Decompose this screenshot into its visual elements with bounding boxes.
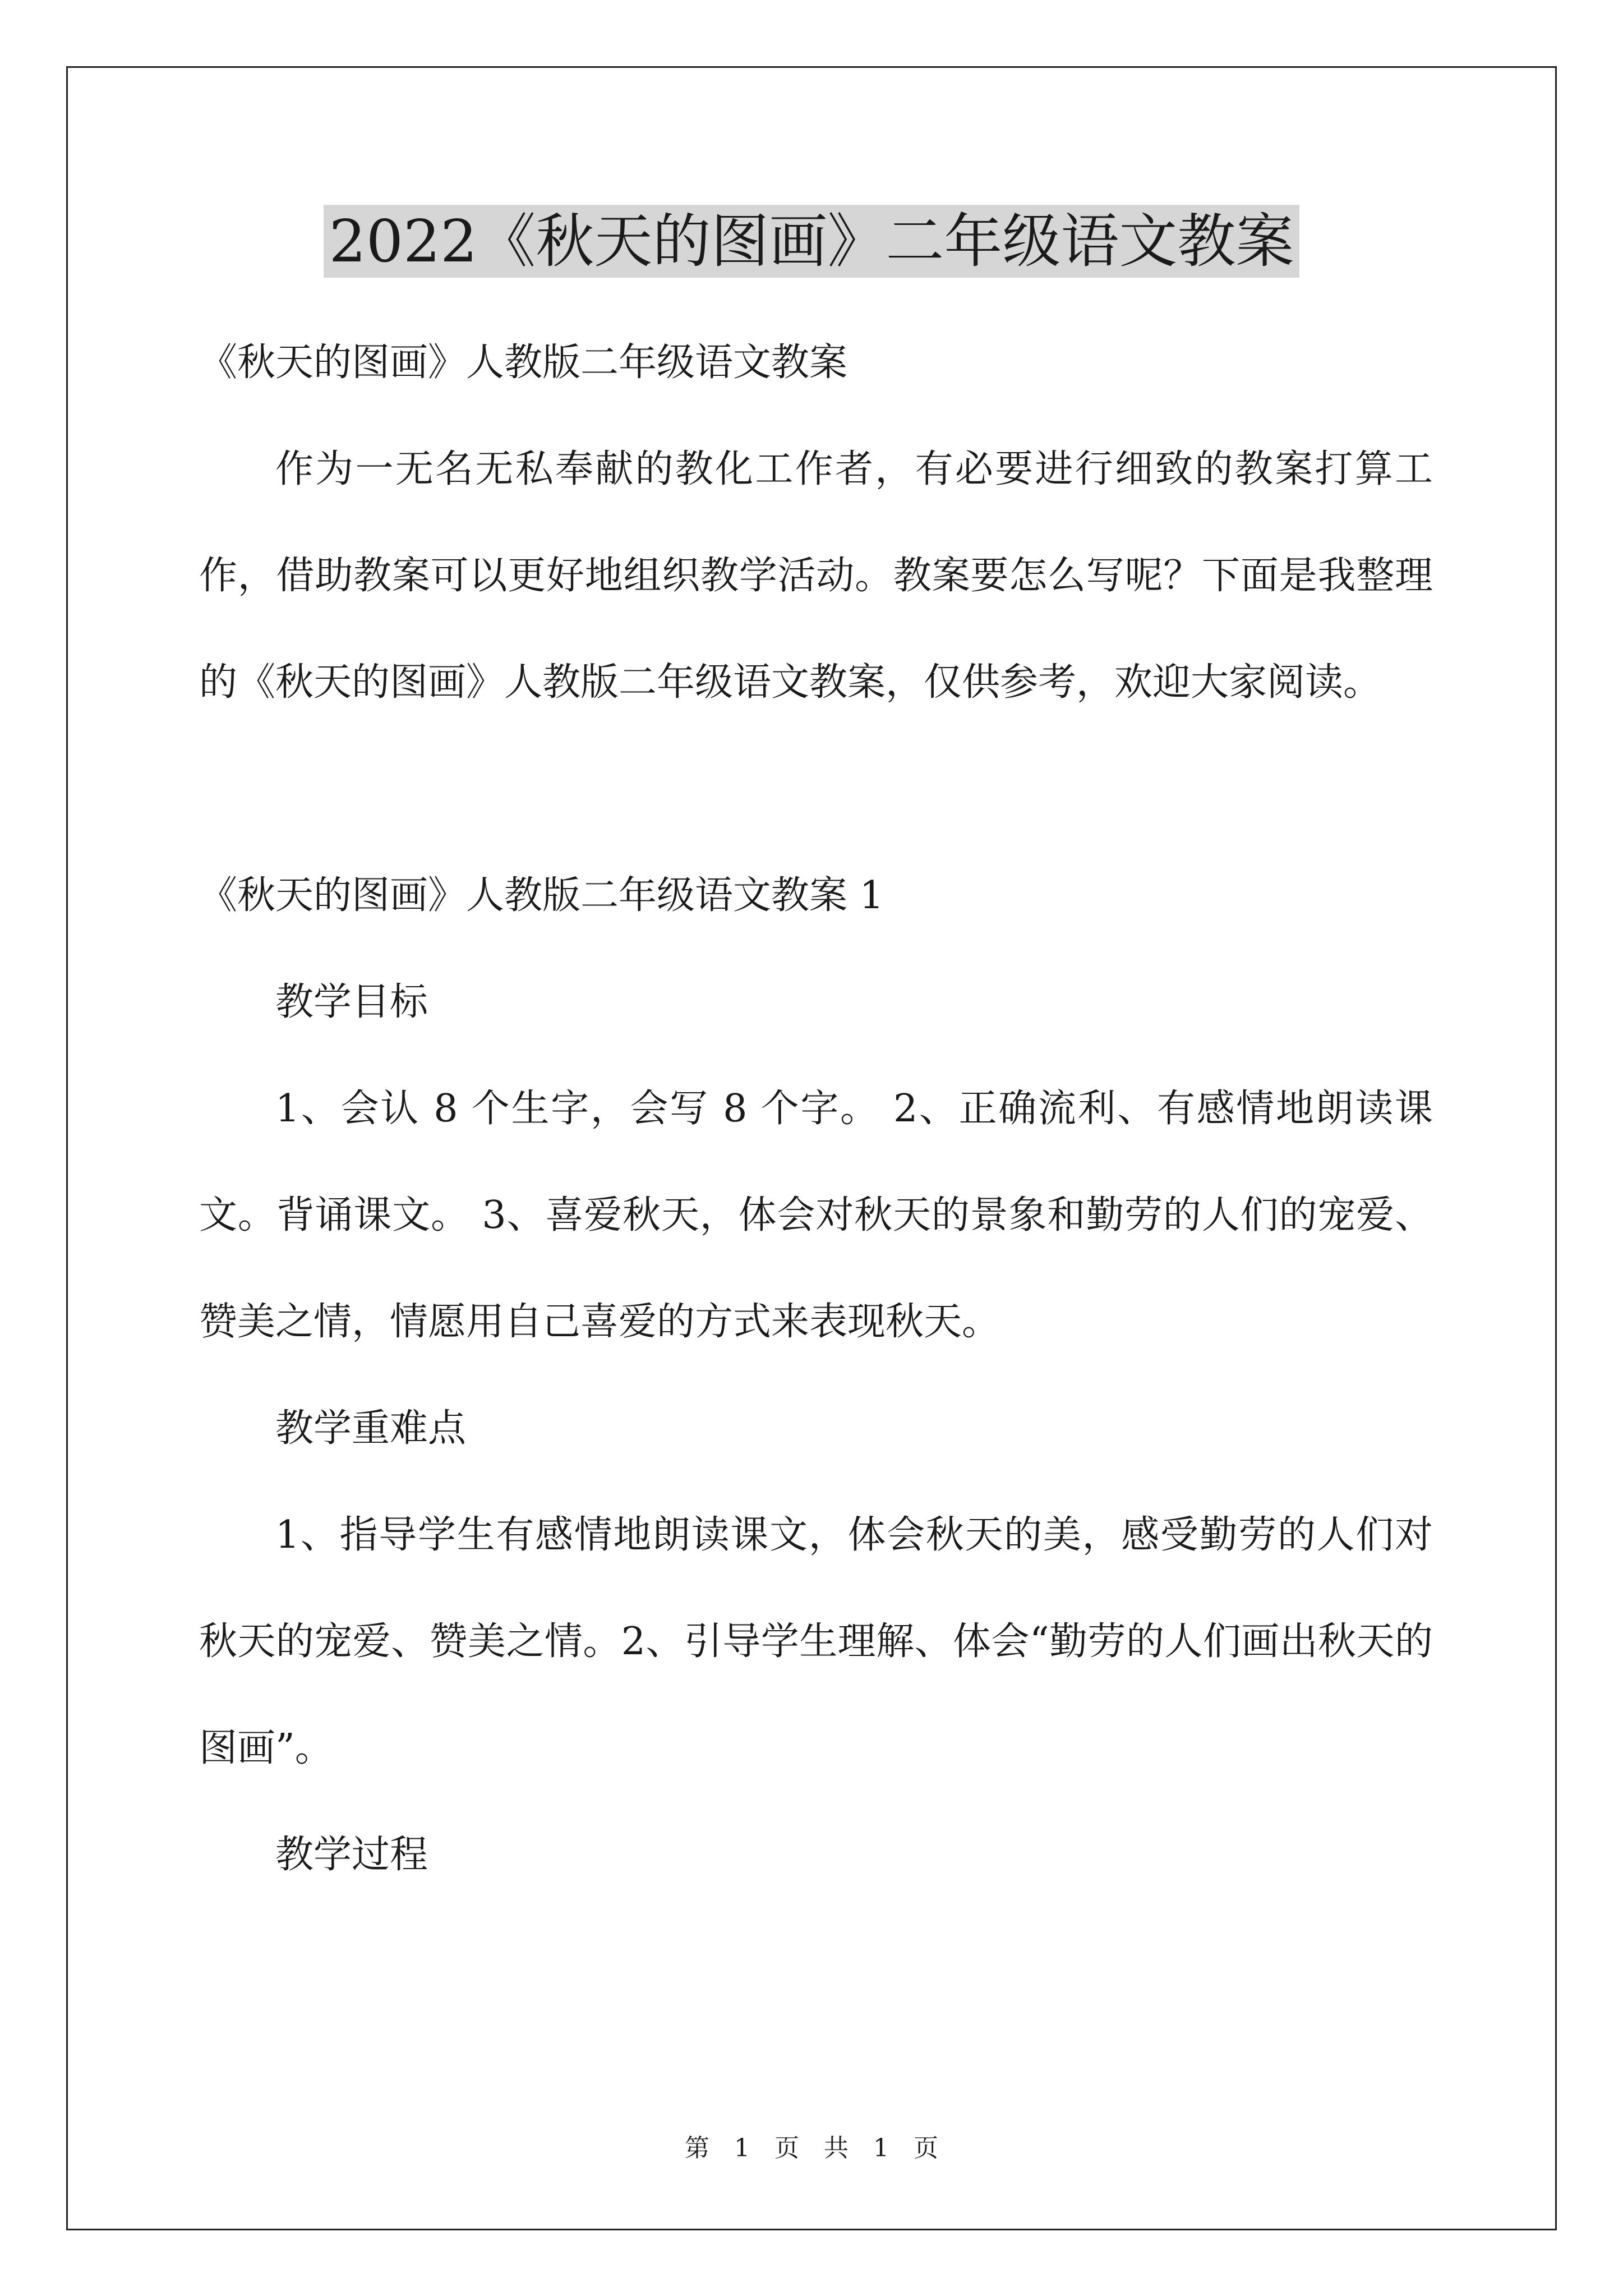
page-footer: [0, 2132, 1623, 2165]
goals-paragraph: 1、会认 8 个生字，会写 8 个字。 2、正确流利、有感情地朗读课文。背诵课文。 3、喜爱秋天，体会对秋天的景象和勤劳的人们的宠爱、赞美之情，情愿用自己喜爱的方式来表现秋天。: [199, 1087, 1433, 1344]
document-title: [0, 202, 1623, 280]
document-body: [199, 310, 1433, 1908]
key-points-heading: 教学重难点: [275, 1406, 467, 1451]
goals-heading: 教学目标: [275, 980, 428, 1024]
page-number: 第 1 页 共 1 页: [685, 2134, 938, 2162]
process-heading: 教学过程: [275, 1833, 428, 1877]
spacer: [199, 736, 1433, 843]
intro-paragraph: 作为一无名无私奉献的教化工作者，有必要进行细致的教案打算工作，借助教案可以更好地组织教学活动。教案要怎么写呢？下面是我整理的《秋天的图画》人教版二年级语文教案，仅供参考，欢迎大家阅读。: [199, 447, 1433, 705]
key-points-paragraph: 1、指导学生有感情地朗读课文，体会秋天的美，感受勤劳的人们对秋天的宠爱、赞美之情。2、引导学生理解、体会“勤劳的人们画出秋天的图画”。: [199, 1513, 1433, 1770]
section-title: 《秋天的图画》人教版二年级语文教案 1: [199, 873, 884, 918]
subtitle: 《秋天的图画》人教版二年级语文教案: [199, 341, 848, 385]
document-title-text: 2022《秋天的图画》二年级语文教案: [324, 205, 1300, 278]
